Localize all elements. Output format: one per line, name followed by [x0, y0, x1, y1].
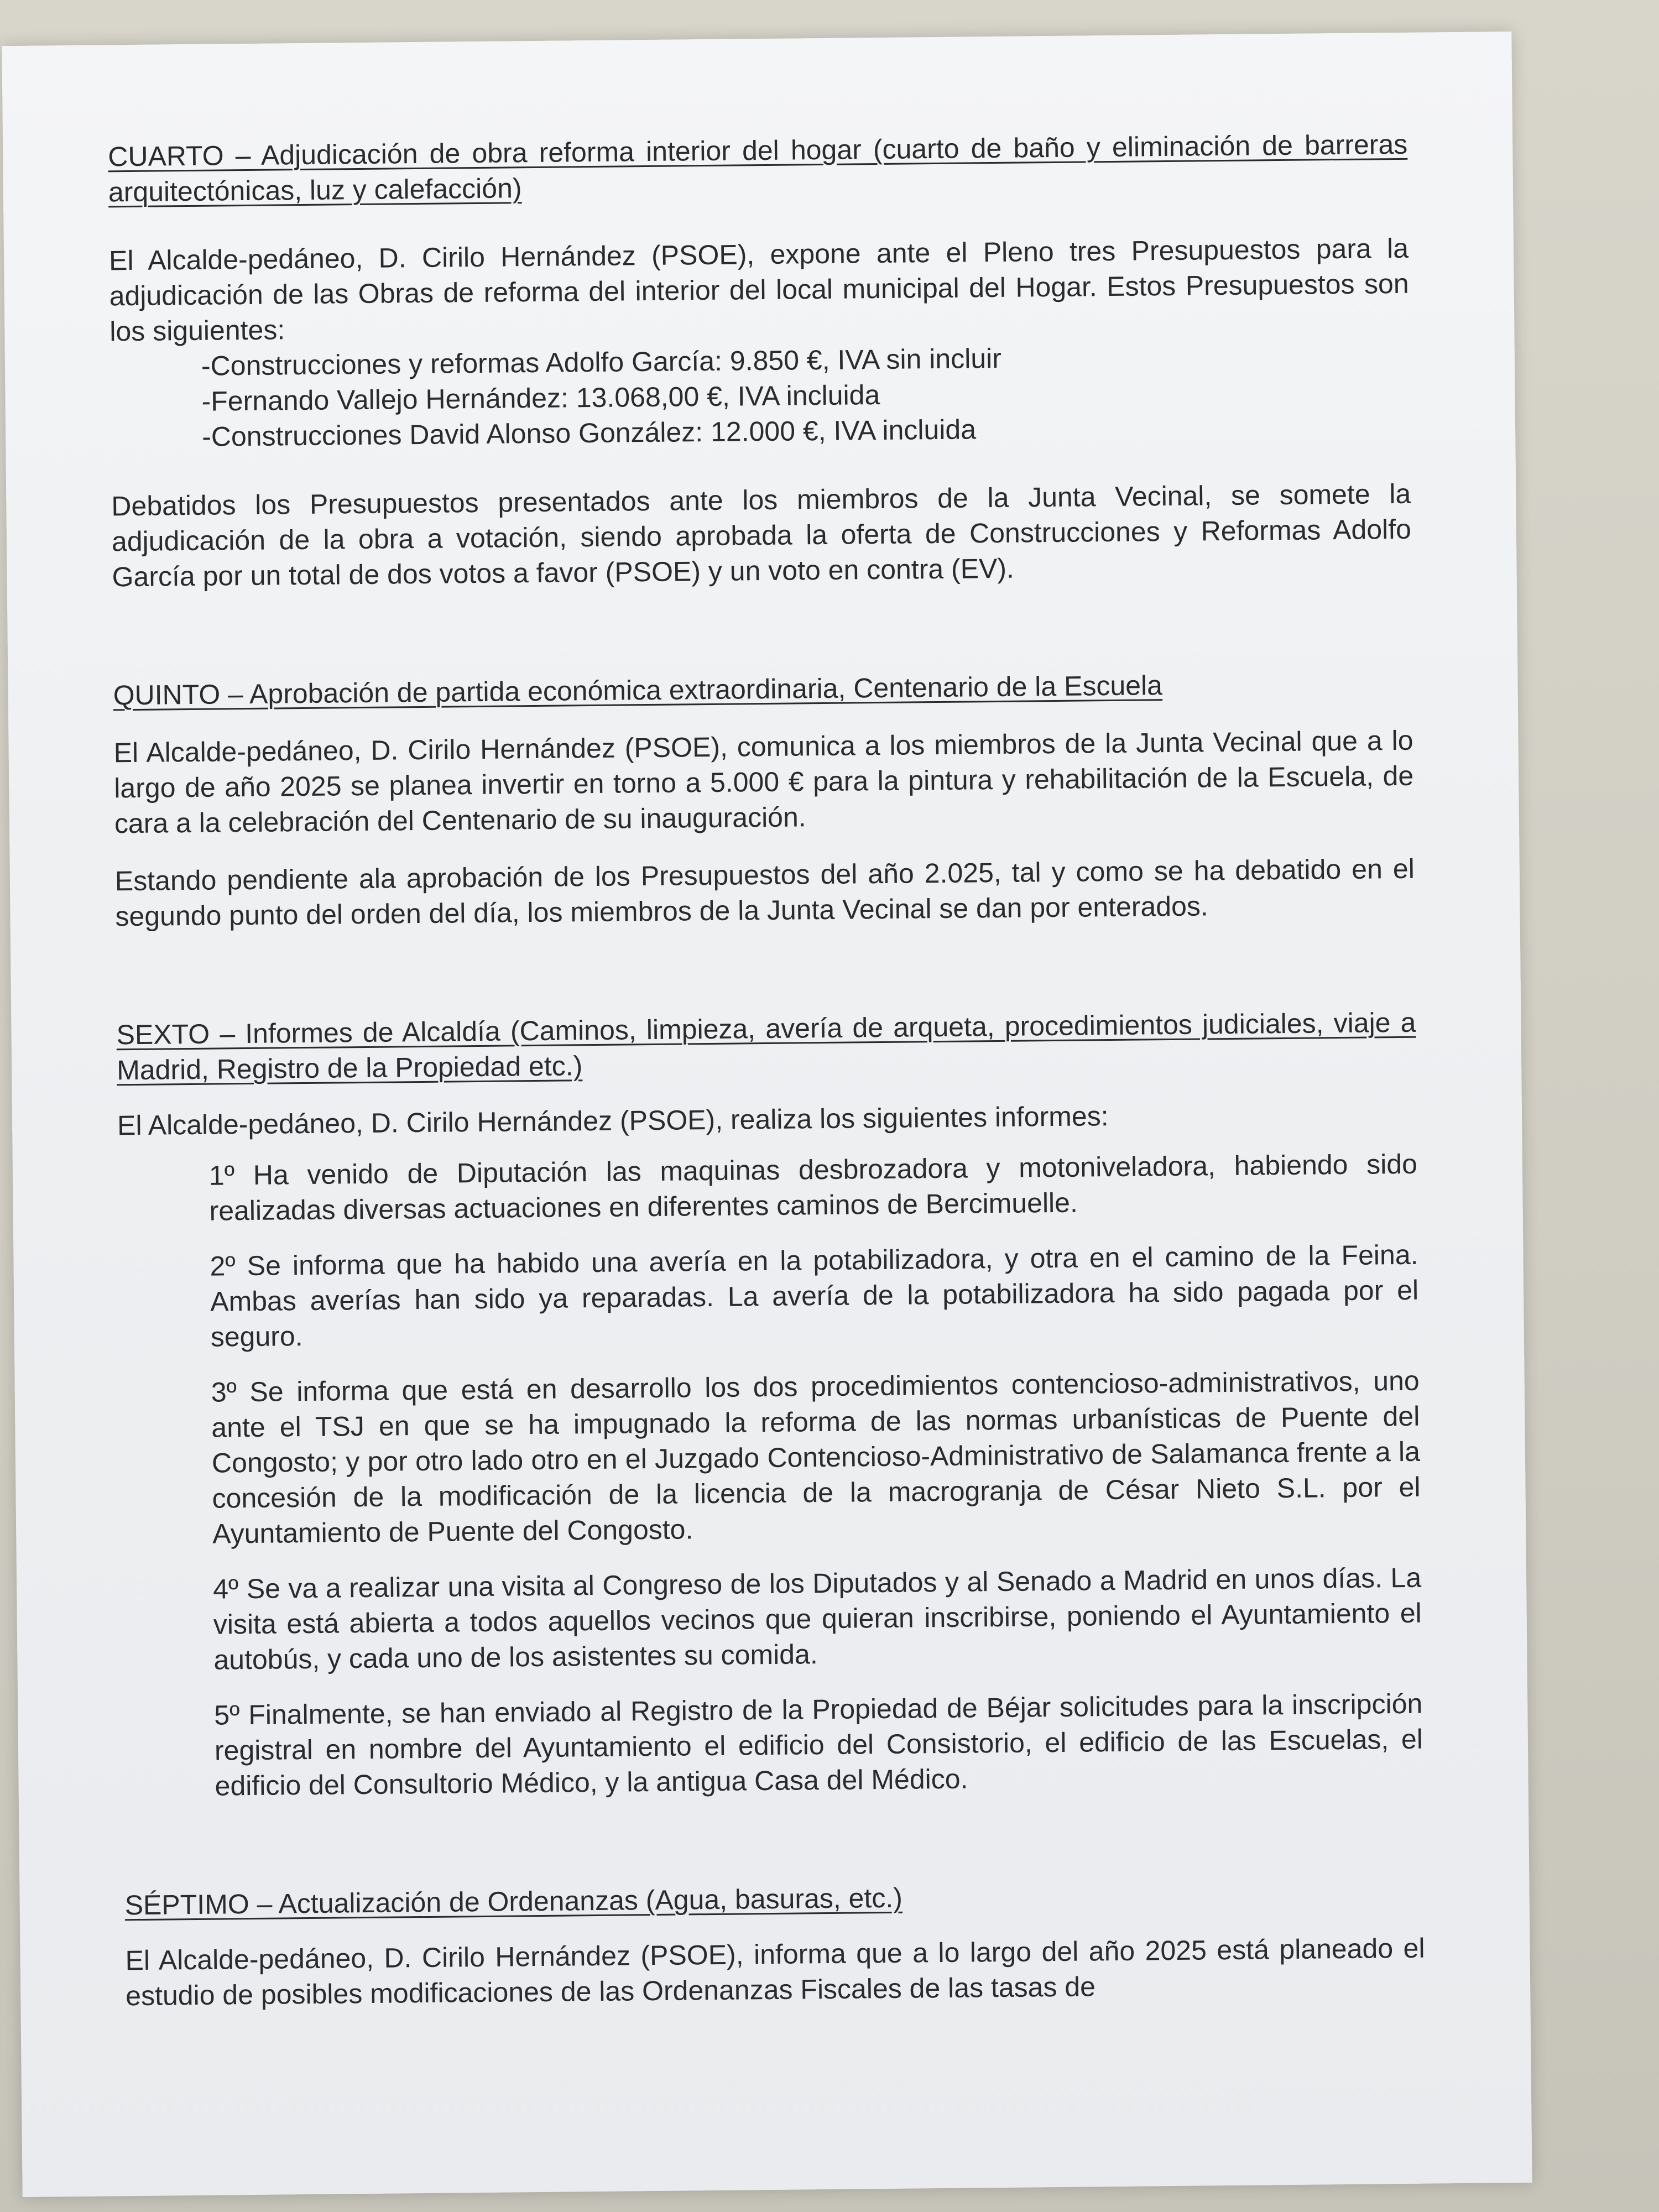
- list-item: 1º Ha venido de Diputación las maquinas desbrozadora y motoniveladora, habiendo sido realizadas diversas actuaciones en diferentes caminos de Bercimuelle.: [208, 1148, 1418, 1227]
- list-item: -Construcciones David Alonso González: 12.000 €, IVA incluida: [201, 414, 977, 452]
- budget-list: [110, 337, 1411, 456]
- section-paragraph: El Alcalde-pedáneo, D. Cirilo Hernández (PSOE), realiza los siguientes informes:: [117, 1100, 1109, 1141]
- list-item: 4º Se va a realizar una visita al Congreso de los Diputados y al Senado a Madrid en unos días. La visita está abierta a todos aquellos vecinos que quieran inscribirse, poniendo el Ayuntamiento el autobús, y cada uno de los asistentes su comida.: [212, 1562, 1422, 1676]
- reports-list: [118, 1146, 1423, 1805]
- section-heading: SÉPTIMO – Actualización de Ordenanzas (Agua, basuras, etc.): [124, 1882, 903, 1921]
- paper-sheet: [2, 32, 1532, 2197]
- section-paragraph: Debatidos los Presupuestos presentados ante los miembros de la Junta Vecinal, se somete la adjudicación de la obra a votación, siendo aprobada la oferta de Construcciones y Reformas Adolfo García por un total de dos votos a favor (PSOE) y un voto en contra (EV).: [111, 478, 1412, 593]
- section-paragraph: Estando pendiente ala aprobación de los Presupuestos del año 2.025, tal y como se ha debatido en el segundo punto del orden del día, los miembros de la Junta Vecinal se dan por enterados.: [114, 853, 1415, 932]
- section-heading: QUINTO – Aprobación de partida económica extraordinaria, Centenario de la Escuela: [113, 670, 1163, 711]
- section-cuarto: [108, 127, 1412, 595]
- list-item: -Fernando Vallejo Hernández: 13.068,00 €, IVA incluida: [201, 379, 880, 417]
- section-heading: CUARTO – Adjudicación de obra reforma interior del hogar (cuarto de baño y eliminación de barreras arquitectónicas, luz y calefacción): [108, 128, 1408, 208]
- section-paragraph: El Alcalde-pedáneo, D. Cirilo Hernández (PSOE), expone ante el Pleno tres Presupuestos para la adjudicación de las Obras de reforma del interior del local municipal del Hogar. Estos Presupuestos son los siguientes:: [108, 232, 1409, 347]
- section-quinto: [113, 665, 1415, 935]
- section-heading: SEXTO – Informes de Alcaldía (Caminos, limpieza, avería de arqueta, procedimientos judiciales, viaje a Madrid, Registro de la Propiedad etc.): [116, 1006, 1416, 1086]
- section-paragraph: El Alcalde-pedáneo, D. Cirilo Hernández (PSOE), informa que a lo largo del año 2025 está planeado el estudio de posibles modificaciones de las Ordenanzas Fiscales de las tasas de: [125, 1932, 1425, 2012]
- section-septimo: [124, 1875, 1425, 2014]
- document-body: [108, 127, 1426, 2058]
- list-item: -Construcciones y reformas Adolfo García: 9.850 €, IVA sin incluir: [201, 342, 1002, 382]
- list-item: 5º Finalmente, se han enviado al Registro de la Propiedad de Béjar solicitudes para la inscripción registral en nombre del Ayuntamiento el edificio del Consistorio, el edificio de las Escuelas, el edificio del Consultorio Médico, y la antigua Casa del Médico.: [214, 1688, 1423, 1802]
- section-sexto: [116, 1005, 1423, 1804]
- list-item: 3º Se informa que está en desarrollo los dos procedimientos contencioso-administrativos, uno ante el TSJ en que se ha impugnado la reforma de las normas urbanísticas de Puente del Congosto; y por otro lado otro en el Juzgado Contencioso-Administrativo de Salamanca frente a la concesión de la modificación de la licencia de la macrogranja de César Nieto S.L. por el Ayuntamiento de Puente del Congosto.: [211, 1365, 1421, 1550]
- section-paragraph: El Alcalde-pedáneo, D. Cirilo Hernández (PSOE), comunica a los miembros de la Junta Vecinal que a lo largo de año 2025 se planea invertir en torno a 5.000 € para la pintura y rehabilitación de la Escuela, de cara a la celebración del Centenario de su inauguración.: [113, 724, 1414, 839]
- list-item: 2º Se informa que ha habido una avería en la potabilizadora, y otra en el camino de la Feina. Ambas averías han sido ya reparadas. La avería de la potabilizadora ha sido pagada por el seguro.: [210, 1239, 1419, 1353]
